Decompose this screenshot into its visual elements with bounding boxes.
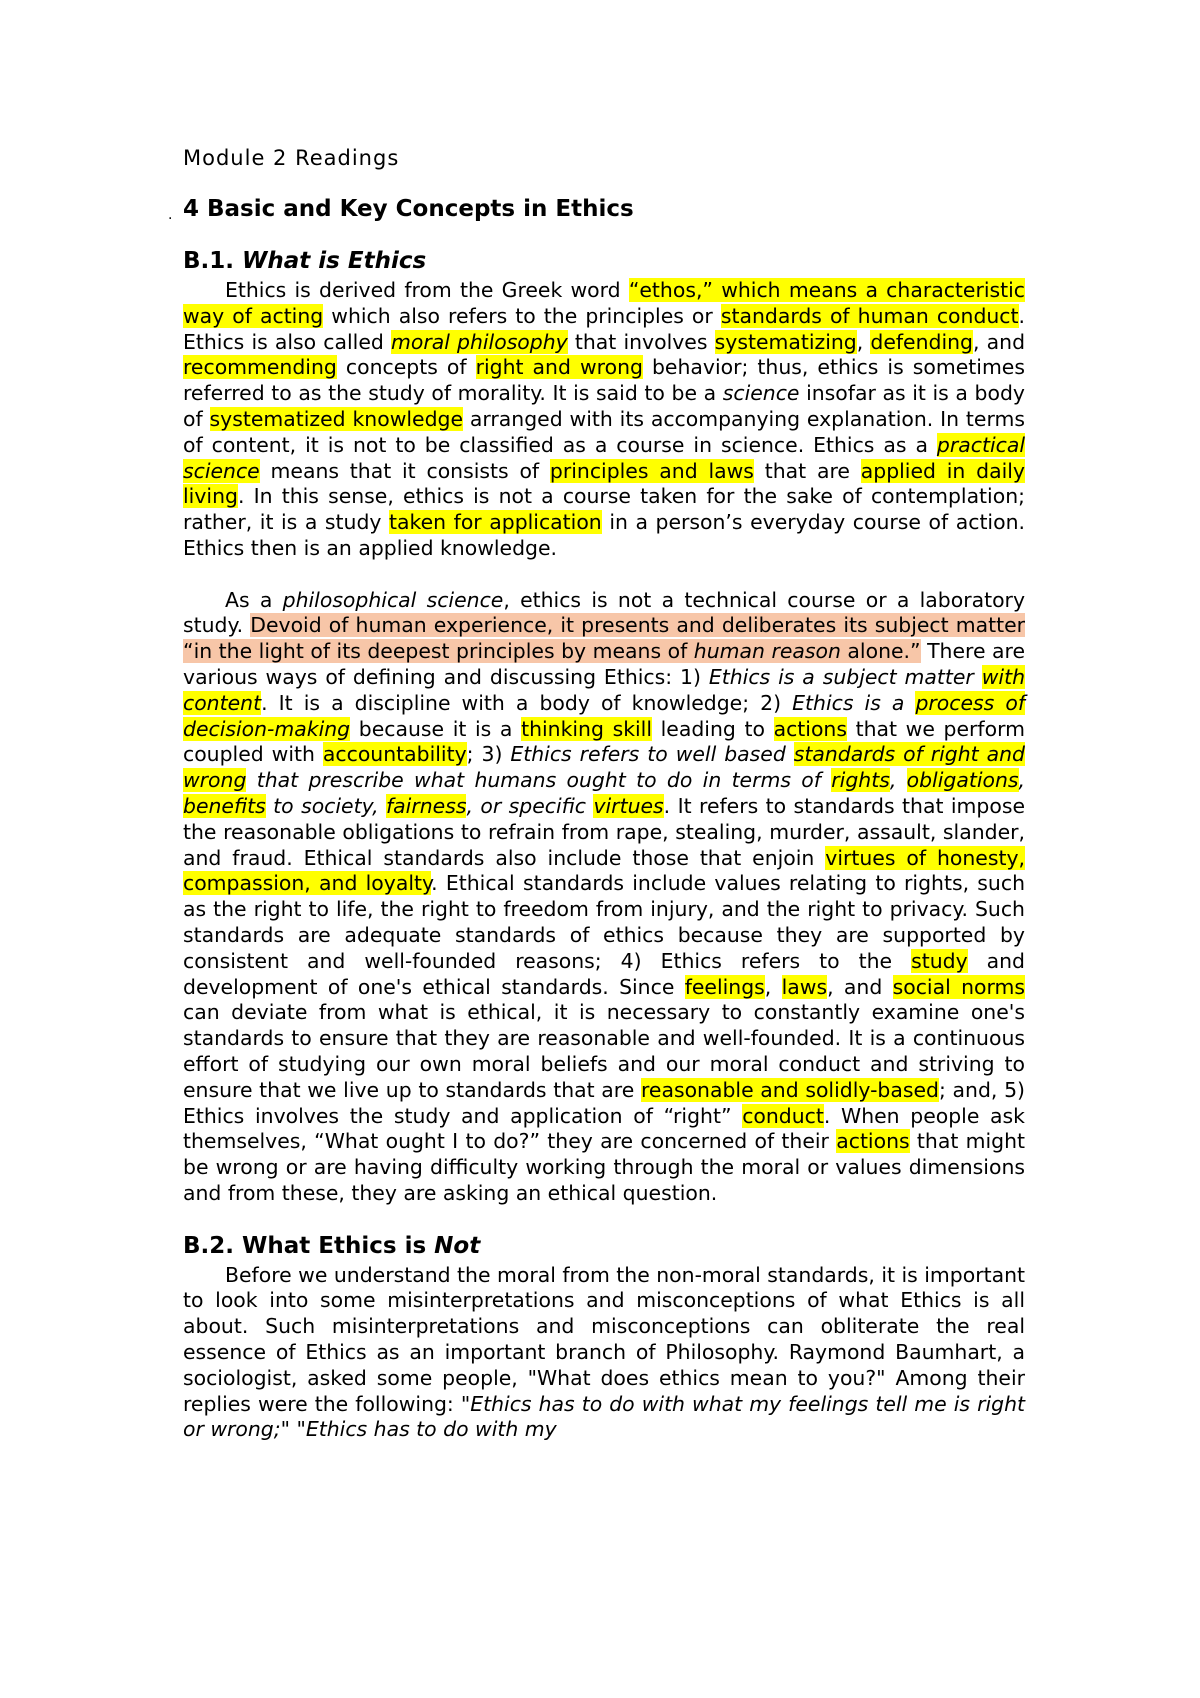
highlight: applied in daily living — [183, 458, 1025, 509]
highlight: right and wrong — [475, 355, 643, 380]
highlight: reasonable and solidly-based — [640, 1077, 939, 1102]
highlight: feelings — [684, 974, 765, 999]
highlight: with content — [183, 664, 1025, 715]
highlight: actions — [836, 1129, 910, 1154]
highlight-peach: Devoid of human experience, it presents and deliberates its subject matter “in the light of its deepest principles by means of human reason alone.” — [183, 613, 1026, 664]
section-b1-paragraph-1: Ethics is derived from the Greek word “ethos,” which means a characteristic way of acting which also refers to the principles or standards of human conduct. Ethics is also called moral philosophy that involves systematizing, defending, and recommending concepts of right and wrong behavior; thus, ethics is sometimes referred to as the study of morality. It is said to be a science insofar as it is a body of systematized knowledge arranged with its accompanying explanation. In terms of content, it is not to be classified as a course in science. Ethics as a practical science means that it consists of principles and laws that are applied in daily living. In this sense, ethics is not a course taken for the sake of contemplation; rather, it is a study taken for application in a person’s everyday course of action. Ethics then is an applied knowledge. — [183, 278, 1026, 560]
document-body — [168, 140, 1026, 1443]
section-b2-heading: B.2. What Ethics is Not — [183, 1232, 481, 1259]
highlight: thinking skill — [521, 716, 652, 741]
highlight: fairness — [386, 793, 467, 818]
section-b1-paragraph-2: As a philosophical science, ethics is not a technical course or a laboratory study. Devoid of human experience, it presents and deliberates its subject matter “in the light of its deepest principles by means of human reason alone.” There are various ways of defining and discussing Ethics: 1) Ethics is a subject matter with content. It is a discipline with a body of knowledge; 2) Ethics is a process of decision-making because it is a thinking skill leading to actions that we perform coupled with accountability; 3) Ethics refers to well based standards of right and wrong that prescribe what humans ought to do in terms of rights, obligations, benefits to society, fairness, or specific virtues. It refers to standards that impose the reasonable obligations to refrain from rape, stealing, murder, assault, slander, and fraud. Ethical standards also include those that enjoin virtues of honesty, compassion, and loyalty. Ethical standards include values relating to rights, such as the right to life, the right to freedom from injury, and the right to privacy. Such standards are adequate standards of ethics because they are supported by consistent and well-founded reasons; 4) Ethics refers to the study and development of one's ethical standards. Since feelings, laws, and social norms can deviate from what is ethical, it is necessary to constantly examine one's standards to ensure that they are reasonable and well-founded. It is a continuous effort of studying our own moral beliefs and our moral conduct and striving to ensure that we live up to standards that are reasonable and solidly-based; and, 5) Ethics involves the study and application of “right” conduct. When people ask themselves, “What ought I to do?” they are concerned of their actions that might be wrong or are having difficulty working through the moral or values dimensions and from these, they are asking an ethical question. — [183, 587, 1026, 1205]
highlight: laws — [781, 974, 828, 999]
highlight: obligations — [906, 768, 1019, 793]
highlight: principles and laws — [549, 458, 754, 483]
bullet-dot: . — [168, 207, 173, 223]
highlight: moral philosophy — [390, 329, 568, 354]
highlight: virtues of honesty, compassion, and loyalty — [183, 845, 1025, 896]
main-heading — [168, 192, 1025, 226]
document-title: Module 2 Readings — [183, 146, 400, 170]
highlight: accountability — [322, 742, 467, 767]
highlight: standards of right and wrong — [183, 742, 1025, 793]
section-b2-paragraph-1: Before we understand the moral from the non-moral standards, it is important to look into some misinterpretations and misconceptions of what Ethics is all about. Such misinterpretations and misconceptions can obliterate the real essence of Ethics as an important branch of Philosophy. Raymond Baumhart, a sociologist, asked some people, "What does ethics mean to you?" Among their replies were the following: "Ethics has to do with what my feelings tell me is right or wrong;" "Ethics has to do with my — [183, 1262, 1025, 1442]
highlight: systematized knowledge — [209, 406, 464, 431]
highlight: recommending — [183, 355, 337, 380]
highlight: standards of human conduct — [720, 303, 1019, 328]
highlight: social norms — [892, 974, 1026, 999]
main-heading-text: 4 Basic and Key Concepts in Ethics — [183, 196, 634, 222]
section-b1-heading: B.1. What is Ethics — [183, 248, 427, 274]
highlight: defending — [870, 329, 974, 354]
highlight: conduct — [742, 1103, 824, 1128]
highlight: benefits — [183, 793, 266, 818]
highlight: actions — [773, 716, 847, 741]
highlight: study — [911, 948, 968, 973]
highlight: practical science — [183, 432, 1025, 483]
highlight: virtues — [593, 793, 664, 818]
highlight: taken for application — [389, 510, 602, 535]
highlight: “ethos,” which means a characteristic way of acting — [183, 278, 1025, 328]
highlight: process of decision-making — [183, 690, 1025, 741]
highlight: systematizing — [714, 329, 857, 354]
highlight: rights — [831, 768, 890, 793]
